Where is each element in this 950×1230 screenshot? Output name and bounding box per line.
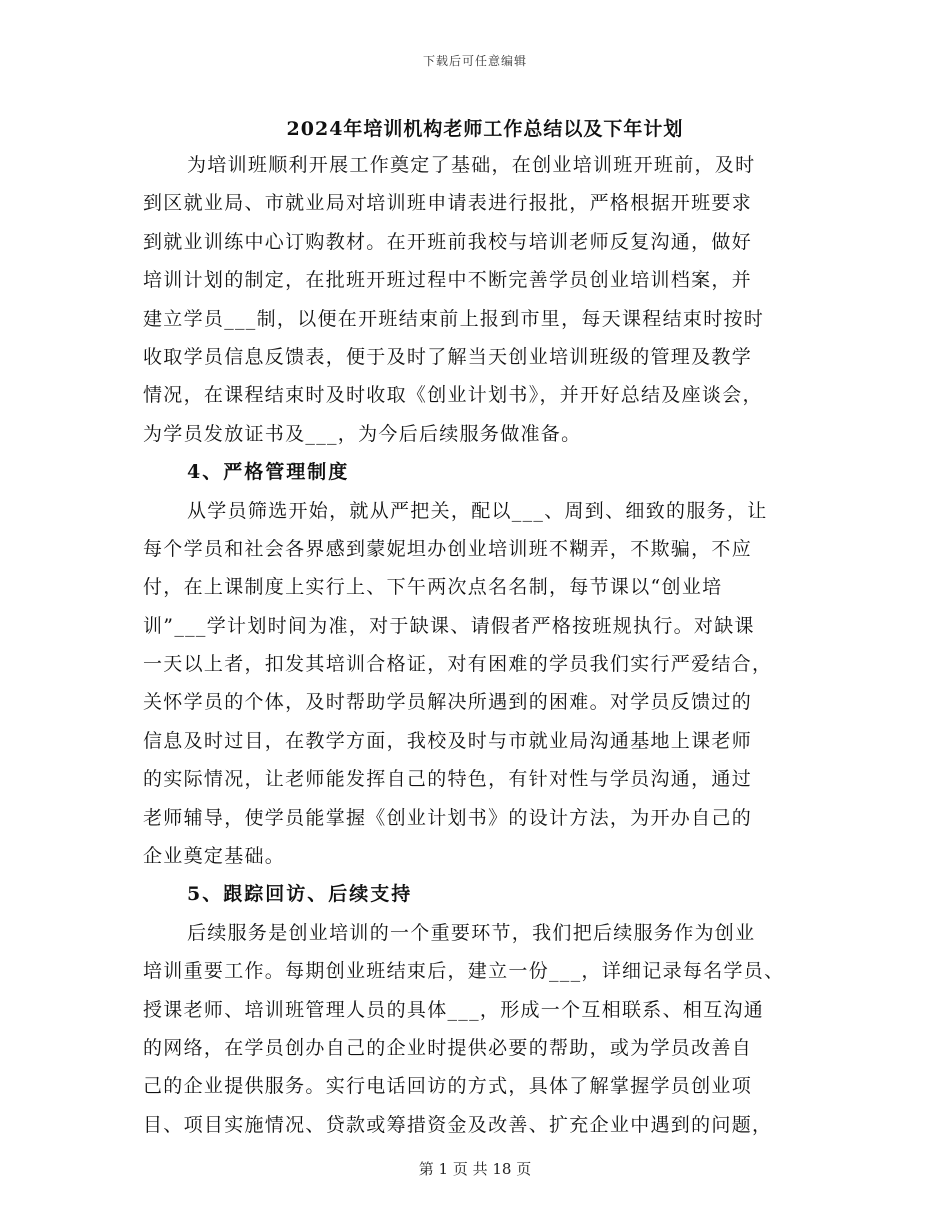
text-line: 情况，在课程结束时及时收取《创业计划书》，并开好总结及座谈会， <box>143 384 763 407</box>
text-line: 建立学员___制，以便在开班结束前上报到市里，每天课程结束时按时 <box>143 307 765 330</box>
text-line: 信息及时过目，在教学方面，我校及时与市就业局沟通基地上课老师 <box>143 729 753 752</box>
text-line: 每个学员和社会各界感到蒙妮坦办创业培训班不糊弄，不欺骗，不应 <box>143 537 753 560</box>
section-heading-4: 4、严格管理制度 <box>187 461 350 484</box>
text-line: 老师辅导，使学员能掌握《创业计划书》的设计方法，为开办自己的 <box>143 806 753 829</box>
document-body <box>143 146 813 1144</box>
document-title: 2024年培训机构老师工作总结以及下年计划 <box>286 118 684 140</box>
paragraph-2 <box>143 492 813 876</box>
text-line: 的网络，在学员创办自己的企业时提供必要的帮助，或为学员改善自 <box>143 1036 753 1059</box>
page-header: 下载后可任意编辑 <box>422 54 527 68</box>
text-line: 到区就业局、市就业局对培训班申请表进行报批，严格根据开班要求 <box>143 192 753 215</box>
text-line: 为学员发放证书及___，为今后后续服务做准备。 <box>143 422 582 445</box>
page-number-footer: 第 1 页 共 18 页 <box>418 1160 532 1178</box>
text-line: 付，在上课制度上实行上、下午两次点名名制，每节课以“创业培 <box>143 576 723 599</box>
text-line: 培训重要工作。每期创业班结束后，建立一份___，详细记录每名学员、 <box>143 960 785 983</box>
text-line: 的实际情况，让老师能发挥自己的特色，有针对性与学员沟通，通过 <box>143 768 753 791</box>
text-line: 己的企业提供服务。实行电话回访的方式，具体了解掌握学员创业项 <box>143 1075 753 1098</box>
text-line: 后续服务是创业培训的一个重要环节，我们把后续服务作为创业 <box>187 921 756 944</box>
text-line: 从学员筛选开始，就从严把关，配以___、周到、细致的服务，让 <box>187 499 768 522</box>
text-line: 收取学员信息反馈表，便于及时了解当天创业培训班级的管理及教学 <box>143 345 753 368</box>
text-line: 到就业训练中心订购教材。在开班前我校与培训老师反复沟通，做好 <box>143 230 753 253</box>
text-line: 目、项目实施情况、贷款或筹措资金及改善、扩充企业中遇到的问题， <box>143 1113 773 1136</box>
paragraph-1 <box>143 146 813 453</box>
text-line: 授课老师、培训班管理人员的具体___，形成一个互相联系、相互沟通 <box>143 998 765 1021</box>
text-line: 企业奠定基础。 <box>143 845 286 868</box>
text-line: 培训计划的制定，在批班开班过程中不断完善学员创业培训档案，并 <box>143 269 753 292</box>
text-line: 训”___学计划时间为准，对于缺课、请假者严格按班规执行。对缺课 <box>143 614 755 637</box>
section-heading-5: 5、跟踪回访、后续支持 <box>187 883 413 906</box>
text-line: 为培训班顺利开展工作奠定了基础，在创业培训班开班前，及时 <box>187 154 756 176</box>
text-line: 关怀学员的个体，及时帮助学员解决所遇到的困难。对学员反馈过的 <box>143 691 753 714</box>
paragraph-3 <box>143 914 813 1144</box>
text-line: 一天以上者，扣发其培训合格证，对有困难的学员我们实行严爱结合， <box>143 653 773 676</box>
